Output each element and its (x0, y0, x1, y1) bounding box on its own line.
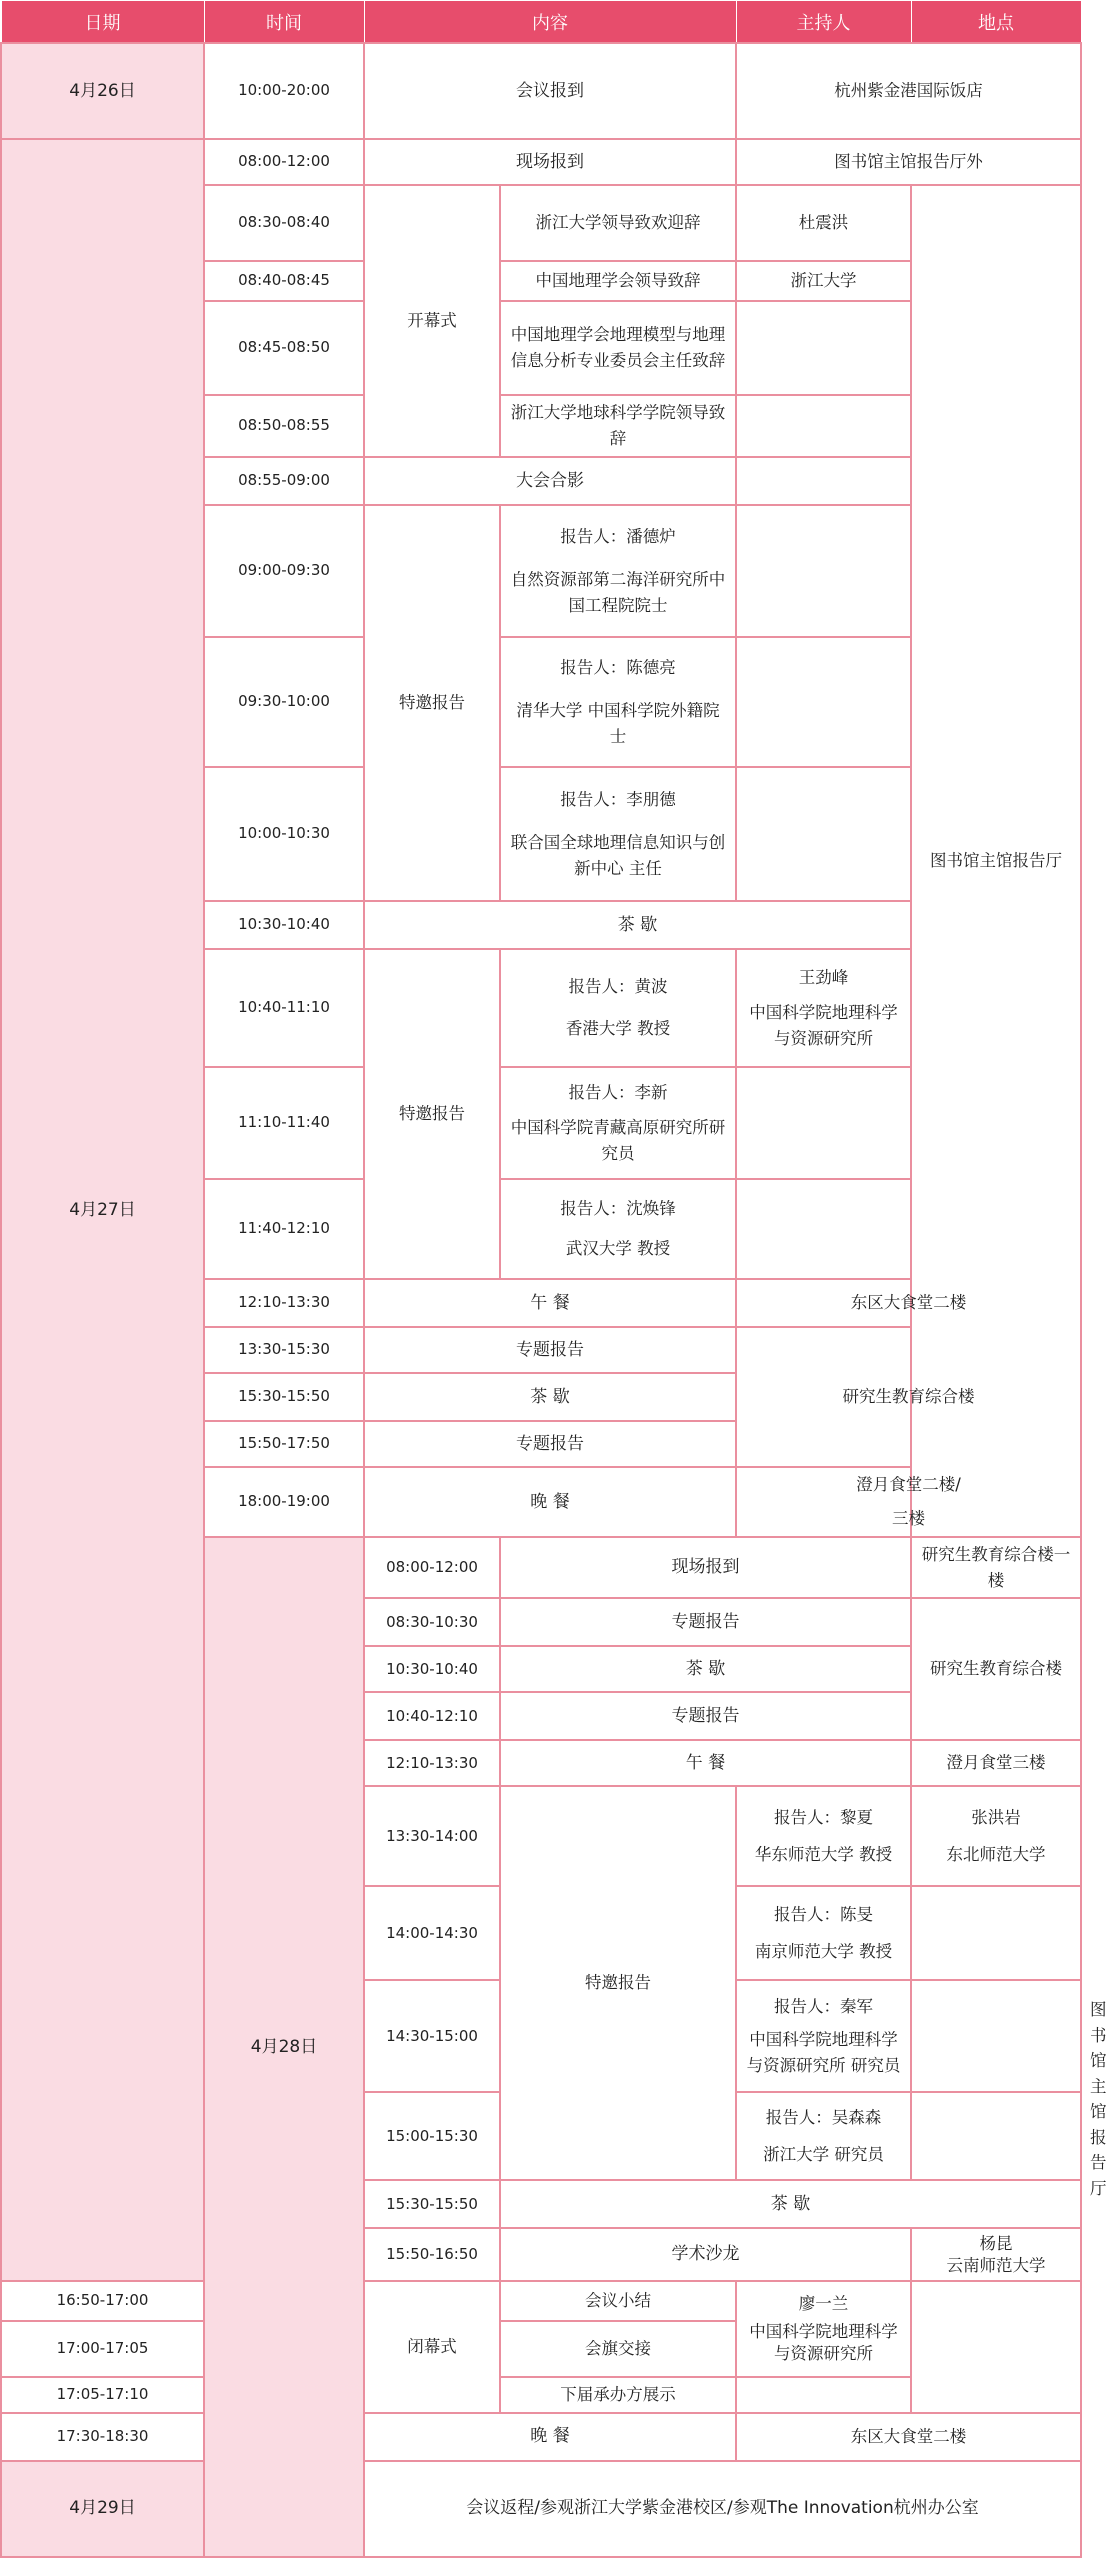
time-cell: 18:00-19:00 (204, 1467, 364, 1537)
speaker-cell (500, 1179, 736, 1279)
content-cell: 茶 歇 (500, 2180, 1081, 2228)
time-cell: 08:55-09:00 (204, 457, 364, 505)
place-cell: 东区大食堂二楼 (736, 2413, 1081, 2461)
speaker-cell (500, 949, 736, 1067)
opening-label: 开幕式 (364, 185, 500, 457)
content-cell: 浙江大学地球科学学院领导致辞 (500, 395, 736, 457)
time-cell: 13:30-15:30 (204, 1327, 364, 1373)
host-cell: 浙江大学 (736, 261, 911, 301)
speaker-affiliation: 中国科学院地理科学与资源研究所 研究员 (746, 2030, 901, 2075)
col-host-header: 主持人 (736, 1, 911, 44)
content-cell: 学术沙龙 (500, 2228, 911, 2281)
content-cell: 会议报到 (364, 43, 736, 139)
speaker-affiliation: 中国科学院青藏高原研究所研究员 (510, 1118, 726, 1163)
date-cell: 4月29日 (1, 2461, 204, 2557)
time-cell: 15:00-15:30 (364, 2092, 500, 2180)
date-cell: 4月28日 (204, 1537, 364, 2557)
host-cell (911, 1980, 1081, 2092)
place-cell: 研究生教育综合楼 (911, 1598, 1081, 1740)
speaker-cell (736, 1786, 911, 1886)
host-cell (736, 637, 911, 767)
time-cell: 12:10-13:30 (204, 1279, 364, 1327)
speaker-cell (500, 505, 736, 637)
host-cell: 杜震洪 (736, 185, 911, 261)
speaker-cell (500, 767, 736, 901)
content-cell: 专题报告 (500, 1692, 911, 1740)
content-cell: 茶 歇 (364, 1373, 736, 1421)
place-cell: 图书馆主馆报告厅 (911, 185, 1081, 1537)
time-cell: 17:05-17:10 (1, 2377, 204, 2413)
host-name: 廖一兰 (798, 2293, 849, 2313)
time-cell: 13:30-14:00 (364, 1786, 500, 1886)
table-row (1, 43, 1081, 139)
col-content-header: 内容 (364, 1, 736, 44)
host-cell (736, 395, 911, 457)
time-cell: 15:30-15:50 (364, 2180, 500, 2228)
place-cell: 东区大食堂二楼 (736, 1279, 1081, 1327)
place-line: 三楼 (892, 1509, 925, 1528)
speaker-name: 报告人：陈德亮 (560, 657, 676, 677)
date-cell: 4月26日 (1, 43, 204, 139)
content-cell: 现场报到 (364, 139, 736, 185)
special-report-label: 特邀报告 (364, 505, 500, 901)
time-cell: 15:50-16:50 (364, 2228, 500, 2281)
time-cell: 08:50-08:55 (204, 395, 364, 457)
content-cell: 浙江大学领导致欢迎辞 (500, 185, 736, 261)
table-row (1, 2281, 1081, 2321)
time-cell: 10:00-20:00 (204, 43, 364, 139)
speaker-affiliation: 自然资源部第二海洋研究所中国工程院院士 (510, 570, 726, 615)
special-report-label: 特邀报告 (364, 949, 500, 1279)
speaker-affiliation: 浙江大学 研究员 (763, 2145, 884, 2165)
content-cell: 会议返程/参观浙江大学紫金港校区/参观The Innovation杭州办公室 (364, 2461, 1081, 2557)
time-cell: 11:40-12:10 (204, 1179, 364, 1279)
host-cell (911, 2228, 1081, 2281)
speaker-name: 报告人：黄波 (568, 977, 668, 997)
time-cell: 09:30-10:00 (204, 637, 364, 767)
speaker-affiliation: 香港大学 教授 (565, 1019, 671, 1038)
speaker-name: 报告人：吴森森 (765, 2107, 882, 2127)
content-cell: 茶 歇 (500, 1646, 911, 1692)
host-org: 中国科学院地理科学与资源研究所 (749, 1003, 898, 1048)
time-cell: 17:30-18:30 (1, 2413, 204, 2461)
host-org: 云南师范大学 (946, 2255, 1046, 2275)
speaker-affiliation: 南京师范大学 教授 (754, 1942, 893, 1962)
host-cell (736, 2377, 911, 2413)
host-org: 中国科学院地理科学与资源研究所 (749, 2321, 898, 2364)
content-cell: 专题报告 (500, 1598, 911, 1646)
host-cell (736, 1179, 911, 1279)
col-time-header: 时间 (204, 1, 364, 44)
speaker-affiliation: 华东师范大学 教授 (754, 1845, 893, 1865)
content-cell: 晚 餐 (364, 1467, 736, 1537)
time-cell: 16:50-17:00 (1, 2281, 204, 2321)
speaker-name: 报告人：陈旻 (774, 1904, 873, 1924)
place-cell: 研究生教育综合楼一楼 (911, 1537, 1081, 1598)
content-cell: 下届承办方展示 (500, 2377, 736, 2413)
host-cell (736, 949, 911, 1067)
time-cell: 10:00-10:30 (204, 767, 364, 901)
table-row (1, 2321, 1081, 2377)
time-cell: 10:40-12:10 (364, 1692, 500, 1740)
speaker-name: 报告人：潘德炉 (560, 526, 676, 546)
content-cell: 茶 歇 (364, 901, 911, 949)
time-cell: 10:30-10:40 (364, 1646, 500, 1692)
place-cell: 澄月食堂三楼 (911, 1740, 1081, 1786)
content-cell: 专题报告 (364, 1327, 736, 1373)
time-cell: 12:10-13:30 (364, 1740, 500, 1786)
table-row (1, 2377, 1081, 2413)
speaker-cell (500, 637, 736, 767)
host-name: 杨昆 (979, 2234, 1013, 2254)
place-cell: 研究生教育综合楼 (736, 1327, 1081, 1467)
time-cell: 14:30-15:00 (364, 1980, 500, 2092)
header-row (1, 1, 1081, 44)
content-cell: 会旗交接 (500, 2321, 736, 2377)
time-cell: 10:30-10:40 (204, 901, 364, 949)
time-cell: 14:00-14:30 (364, 1886, 500, 1980)
time-cell: 08:30-08:40 (204, 185, 364, 261)
speaker-cell (500, 1067, 736, 1179)
time-cell: 17:00-17:05 (1, 2321, 204, 2377)
time-cell: 08:00-12:00 (364, 1537, 500, 1598)
col-place-header: 地点 (911, 1, 1081, 44)
content-cell: 大会合影 (364, 457, 736, 505)
time-cell: 15:30-15:50 (204, 1373, 364, 1421)
time-cell: 09:00-09:30 (204, 505, 364, 637)
speaker-cell (736, 1980, 911, 2092)
host-cell (736, 1067, 911, 1179)
time-cell: 15:50-17:50 (204, 1421, 364, 1467)
host-cell (911, 2092, 1081, 2180)
speaker-name: 报告人：李新 (568, 1082, 668, 1102)
place-line: 澄月食堂二楼/ (856, 1475, 961, 1495)
date-cell: 4月27日 (1, 139, 204, 2281)
host-cell (911, 1886, 1081, 1980)
special-report-label: 特邀报告 (500, 1786, 736, 2180)
speaker-name: 报告人：黎夏 (774, 1807, 873, 1827)
host-name: 王劲峰 (798, 967, 849, 987)
content-cell: 午 餐 (364, 1279, 736, 1327)
time-cell: 08:00-12:00 (204, 139, 364, 185)
host-cell (736, 2281, 911, 2377)
speaker-affiliation: 联合国全球地理信息知识与创新中心 主任 (510, 833, 726, 878)
time-cell: 08:40-08:45 (204, 261, 364, 301)
time-cell: 08:30-10:30 (364, 1598, 500, 1646)
place-cell: 杭州紫金港国际饭店 (736, 43, 1081, 139)
place-cell: 图书馆主馆报告厅外 (736, 139, 1081, 185)
speaker-name: 报告人：沈焕锋 (560, 1199, 676, 1219)
host-cell (911, 1786, 1081, 1886)
time-cell: 11:10-11:40 (204, 1067, 364, 1179)
content-cell: 现场报到 (500, 1537, 911, 1598)
table-row (1, 2413, 1081, 2461)
content-cell: 专题报告 (364, 1421, 736, 1467)
content-cell: 午 餐 (500, 1740, 911, 1786)
content-cell: 中国地理学会地理模型与地理信息分析专业委员会主任致辞 (500, 301, 736, 395)
host-name: 张洪岩 (971, 1807, 1021, 1827)
table-row (1, 139, 1081, 185)
content-cell: 会议小结 (500, 2281, 736, 2321)
host-cell (736, 301, 911, 395)
speaker-name: 报告人：李朋德 (560, 789, 676, 809)
speaker-name: 报告人：秦军 (774, 1996, 873, 2016)
col-date-header: 日期 (1, 1, 204, 44)
table-row: 13:30-14:00 特邀报告 报告人：黎夏 华东师范大学 教授 张洪岩 东北师范大学 图书馆主馆报告厅 (1, 1786, 1081, 1886)
time-cell: 08:45-08:50 (204, 301, 364, 395)
host-cell (736, 767, 911, 901)
speaker-cell (736, 2092, 911, 2180)
speaker-affiliation: 武汉大学 教授 (565, 1239, 671, 1258)
content-cell: 晚 餐 (364, 2413, 736, 2461)
host-org: 东北师范大学 (946, 1845, 1046, 1865)
speaker-cell (736, 1886, 911, 1980)
content-cell: 中国地理学会领导致辞 (500, 261, 736, 301)
place-cell (736, 1467, 1081, 1537)
host-cell (736, 457, 911, 505)
time-cell: 10:40-11:10 (204, 949, 364, 1067)
host-cell (736, 505, 911, 637)
table-row (1, 2461, 1081, 2557)
closing-label: 闭幕式 (364, 2281, 500, 2413)
speaker-affiliation: 清华大学 中国科学院外籍院士 (516, 701, 720, 746)
